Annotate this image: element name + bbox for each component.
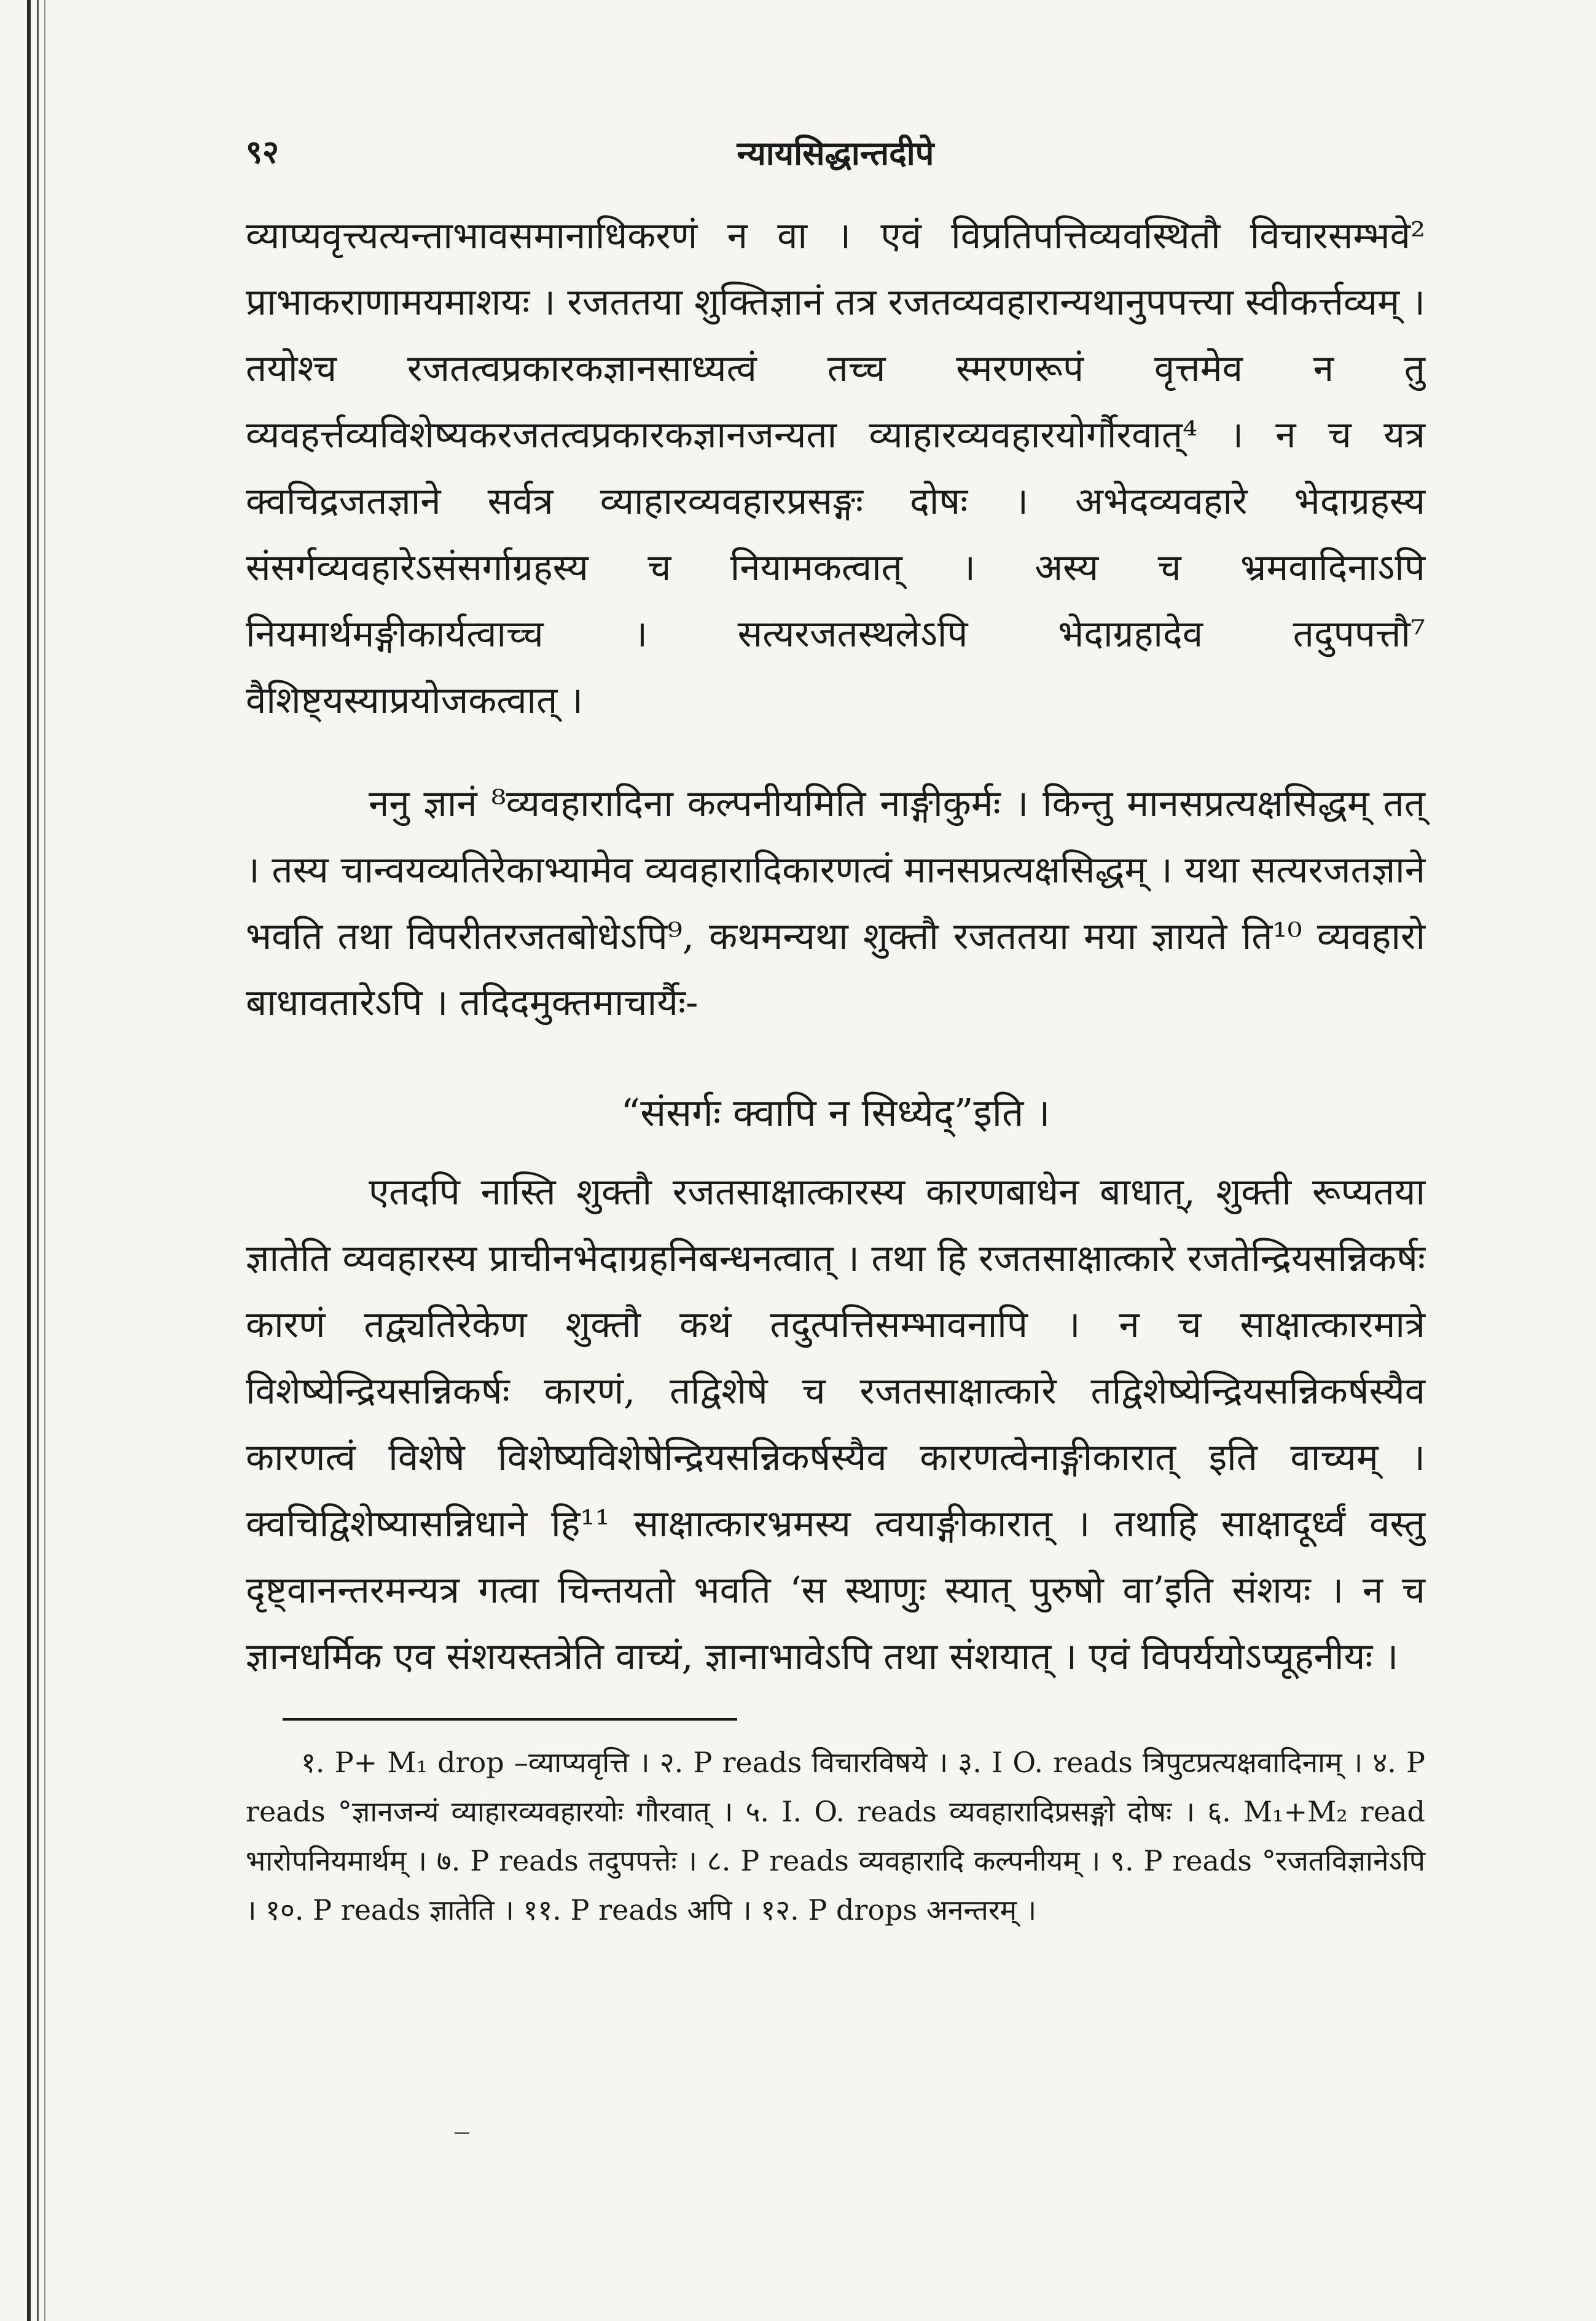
page-header — [246, 123, 1425, 203]
binding-edge-line — [27, 0, 31, 2321]
body-paragraph-2: ननु ज्ञानं ⁸व्यवहारादिना कल्पनीयमिति नाङ्गीकुर्मः । किन्तु मानसप्रत्यक्षसिद्धम् तत् । तस्य चान्वयव्यतिरेकाभ्यामेव व्यवहारादिकारणत्वं मानसप्रत्यक्षसिद्धम् । यथा सत्यरजतज्ञाने भवति तथा विपरीतरजतबोधेऽपि⁹, कथमन्यथा शुक्तौ रजततया मया ज्ञायते ति¹⁰ व्यवहारो बाधावतारेऽपि । तदिदमुक्तमाचार्यैः- — [246, 782, 1425, 1024]
body-paragraph-1: व्याप्यवृत्त्यत्यन्ताभावसमानाधिकरणं न वा । एवं विप्रतिपत्तिव्यवस्थितौ विचारसम्भवे² प्राभाकराणामयमाशयः । रजततया शुक्तिज्ञानं तत्र रजतव्यवहारान्यथानुपपत्त्या स्वीकर्त्तव्यम् । तयोश्च रजतत्वप्रकारकज्ञानसाध्यत्वं तच्च स्मरणरूपं वृत्तमेव न तु व्यवहर्त्तव्यविशेष्यकरजतत्वप्रकारकज्ञानजन्यता व्याहारव्यवहारयोर्गौरवात्⁴ । न च यत्र क्वचिद्रजतज्ञाने सर्वत्र व्याहारव्यवहारप्रसङ्गः दोषः । अभेदव्यवहारे भेदाग्रहस्य संसर्गव्यवहारेऽसंसर्गाग्रहस्य च नियामकत्वात् । अस्य च भ्रमवादिनाऽपि नियमार्थमङ्गीकार्यत्वाच्च । सत्यरजतस्थलेऽपि भेदाग्रहादेव तदुपपत्तौ⁷ वैशिष्ट्यस्याप्रयोजकत्वात् । — [246, 214, 1425, 722]
footnote-rule — [283, 1718, 737, 1721]
stray-mark — [455, 2132, 469, 2134]
quoted-verse: “संसर्गः क्वापि न सिध्येद्”इति । — [620, 1090, 1050, 1135]
page-number: ९२ — [246, 133, 280, 171]
running-title: न्यायसिद्धान्तदीपे — [737, 133, 934, 173]
footnotes: १. P+ M₁ drop –व्याप्यवृत्ति । २. P reads विचारविषये । ३. I O. reads त्रिपुटप्रत्यक्षवादिनाम् । ४. P reads °ज्ञानजन्यं व्याहारव्यवहारयोः गौरवात् । ५. I. O. reads व्यवहारादिप्रसङ्गो दोषः । ६. M₁+M₂ read भारोपनियमार्थम् । ७. P reads तदुपपत्तेः । ८. P reads व्यवहारादि कल्पनीयम् । ९. P reads °रजतविज्ञानेऽपि । १०. P reads ज्ञातेति । ११. P reads अपि । १२. P drops अनन्तरम् । — [246, 1746, 1425, 1926]
binding-edge-line — [44, 0, 45, 2321]
body-paragraph-3: एतदपि नास्ति शुक्तौ रजतसाक्षात्कारस्य कारणबाधेन बाधात्, शुक्ती रूप्यतया ज्ञातेति व्यवहारस्य प्राचीनभेदाग्रहनिबन्धनत्वात् । तथा हि रजतसाक्षात्कारे रजतेन्द्रियसन्निकर्षः कारणं तद्व्यतिरेकेण शुक्तौ कथं तदुत्पत्तिसम्भावनापि । न च साक्षात्कारमात्रे विशेष्येन्द्रियसन्निकर्षः कारणं, तद्विशेषे च रजतसाक्षात्कारे तद्विशेष्येन्द्रियसन्निकर्षस्यैव कारणत्वं विशेषे विशेष्यविशेषेन्द्रियसन्निकर्षस्यैव कारणत्वेनाङ्गीकारात् इति वाच्यम् । क्वचिद्विशेष्यासन्निधाने हि¹¹ साक्षात्कारभ्रमस्य त्वयाङ्गीकारात् । तथाहि साक्षादूर्ध्वं वस्तु दृष्ट्वानन्तरमन्यत्र गत्वा चिन्तयतो भवति ‘स स्थाणुः स्यात् पुरुषो वा’इति संशयः । न च ज्ञानधर्मिक एव संशयस्तत्रेति वाच्यं, ज्ञानाभावेऽपि तथा संशयात् । एवं विपर्ययोऽप्यूहनीयः । — [246, 1171, 1425, 1678]
page-content — [246, 123, 1425, 1934]
binding-edge-line — [37, 0, 39, 2321]
